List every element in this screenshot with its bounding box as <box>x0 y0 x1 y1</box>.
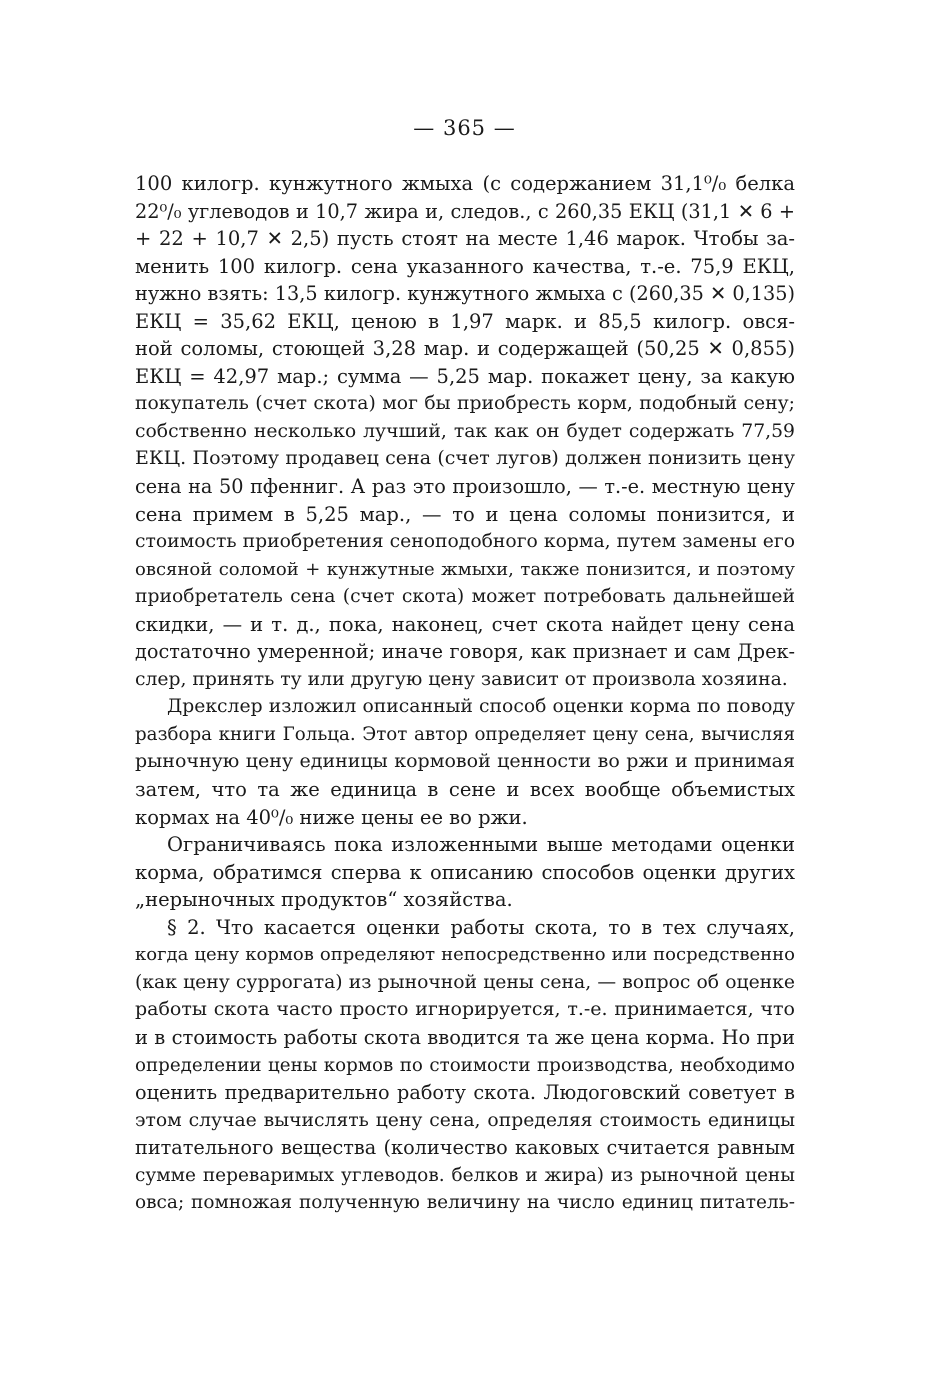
text-line: скидки, — и т. д., пока, наконец, счет скота найдет цену сена <box>135 612 795 636</box>
text-line: нужно взять: 13,5 килогр. кунжутного жмыха с (260,35 ✕ 0,135) <box>135 282 795 306</box>
text-line: работы скота часто просто игнорируется, т.-е. принимается, что <box>135 998 795 1021</box>
text-line: слер, принять ту или другую цену зависит от произвола хозяина. <box>135 668 788 690</box>
text-line: стоимость приобретения сеноподобного корма, путем замены его <box>135 531 795 553</box>
text-line: сумме переваримых углеводов. белков и жира) из рыночной цены <box>135 1164 795 1186</box>
text-line: (как цену суррогата) из рыночной цены сена, — вопрос об оценке <box>135 971 795 993</box>
text-line: Дрекслер изложил описанный способ оценки корма по поводу <box>167 696 795 718</box>
text-line: питательного вещества (количество каковых считается равным <box>135 1136 795 1160</box>
text-line: кормах на 40⁰/₀ ниже цены ее во ржи. <box>135 805 528 829</box>
text-line: 100 килогр. кунжутного жмыха (с содержанием 31,1⁰/₀ белка <box>135 172 795 195</box>
text-line: Ограничиваясь пока изложенными выше методами оценки <box>167 833 795 857</box>
text-line: и в стоимость работы скота вводится та же цена корма. Но при <box>135 1025 795 1049</box>
text-line: определении цены кормов по стоимости производства, необходимо <box>135 1054 795 1076</box>
text-line: разбора книги Гольца. Этот автор определяет цену сена, вычисляя <box>135 723 795 745</box>
text-line: покупатель (счет скота) мог бы приобресть корм, подобный сену; <box>135 393 795 415</box>
text-line: приобретатель сена (счет скота) может потребовать дальнейшей <box>135 586 795 608</box>
text-line: „нерыночных продуктов“ хозяйства. <box>135 888 513 912</box>
text-line: достаточно умеренной; иначе говоря, как признает и сам Дрек- <box>135 640 795 664</box>
text-line: собственно несколько лучший, так как он будет содержать 77,59 <box>135 420 795 442</box>
text-line: когда цену кормов определяют непосредственно или посредственно <box>135 944 795 966</box>
text-line: этом случае вычислять цену сена, определяя стоимость единицы <box>135 1109 795 1131</box>
text-line: оценить предварительно работу скота. Людоговский советует в <box>135 1081 795 1105</box>
text-line: ЕКЦ = 42,97 мар.; сумма — 5,25 мар. покажет цену, за какую <box>135 364 795 388</box>
text-line: овсяной соломой + кунжутные жмыхи, также понизится, и поэтому <box>135 558 795 580</box>
text-line: ной соломы, стоющей 3,28 мар. и содержащей (50,25 ✕ 0,855) <box>135 337 795 361</box>
text-line: сена примем в 5,25 мар., — то и цена соломы понизится, и <box>135 502 795 526</box>
text-line: 22⁰/₀ углеводов и 10,7 жира и, следов., с 260,35 ЕКЦ (31,1 ✕ 6 + <box>135 199 795 223</box>
text-line: + 22 + 10,7 ✕ 2,5) пусть стоят на месте 1,46 марок. Чтобы за- <box>135 227 795 251</box>
text-line: менить 100 килогр. сена указанного качества, т.-е. 75,9 ЕКЦ, <box>135 254 795 278</box>
text-line: ЕКЦ = 35,62 ЕКЦ, ценою в 1,97 марк. и 85,5 килогр. овся- <box>135 309 795 333</box>
text-line: рыночную цену единицы кормовой ценности во ржи и принимая <box>135 750 795 773</box>
text-line: овса; помножая полученную величину на число единиц питатель- <box>135 1192 795 1214</box>
text-line: ЕКЦ. Поэтому продавец сена (счет лугов) должен понизить цену <box>135 447 795 470</box>
body-text <box>135 170 795 1217</box>
page-number: — 365 — <box>413 116 516 140</box>
text-line: сена на 50 пфенниг. А раз это произошло, — т.-е. местную цену <box>135 475 795 499</box>
text-line: § 2. Что касается оценки работы скота, то в тех случаях, <box>167 915 795 939</box>
text-line: корма, обратимся сперва к описанию способов оценки других <box>135 860 795 884</box>
text-line: затем, что та же единица в сене и всех вообще объемистых <box>135 778 795 802</box>
